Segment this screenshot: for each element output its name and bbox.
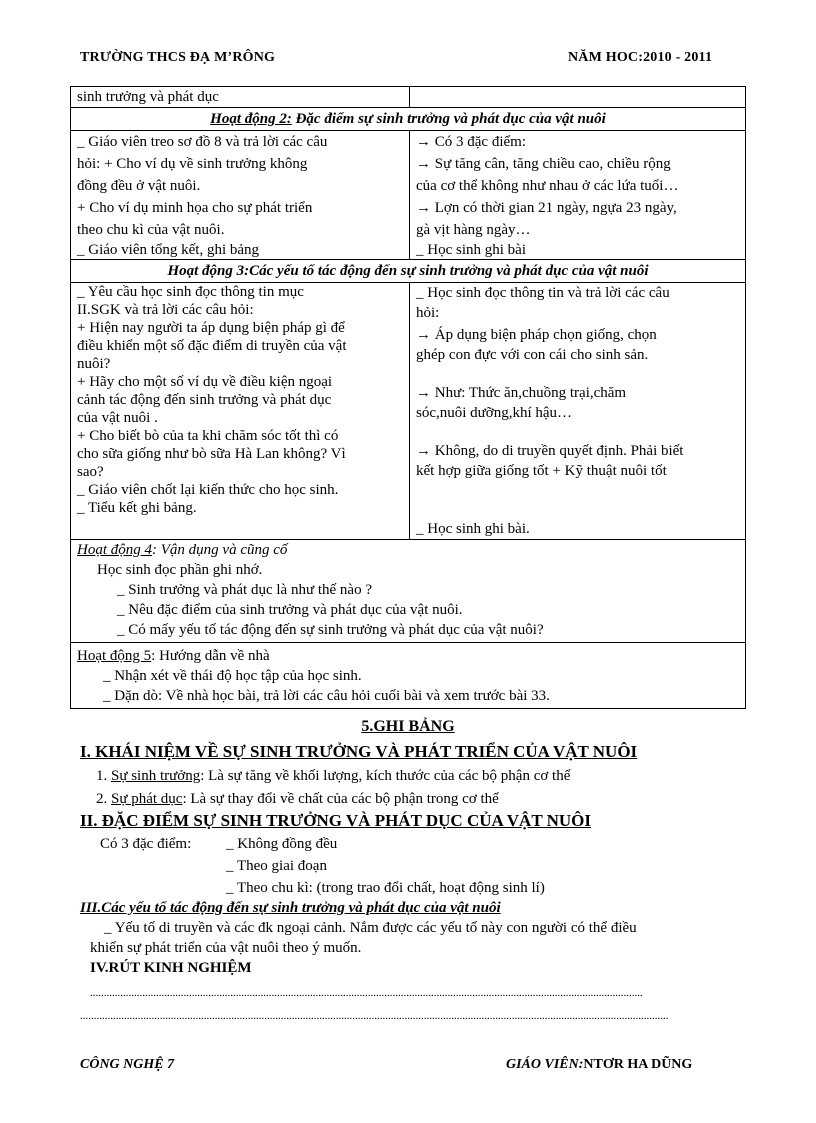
school-name: TRƯỜNG THCS ĐẠ M’RÔNG	[80, 50, 276, 65]
section-3-heading: III.Các yếu tố tác động đến sự sinh trưởng và phát dục của vật nuôi	[80, 900, 501, 916]
activity-2-row	[71, 131, 746, 260]
activity-5-cell: Hoạt động 5: Hướng dẫn về nhà _ Nhận xét về thái độ học tập của học sinh. _ Dặn dò: Về nhà học bài, trả lời các câu hỏi cuối bài và xem trước bài 33.	[71, 643, 746, 709]
activity-5-row	[71, 643, 746, 709]
teacher-activity-3: _ Yêu cầu học sinh đọc thông tin mục II.SGK và trả lời các câu hỏi: + Hiện nay người ta áp dụng biện pháp gì để điều khiển một số đặc điểm di truyền của vật nuôi? + Hãy cho một số ví dụ về điều kiện ngoại cảnh tác động đến sinh trưởng và phát dục của vật nuôi . + Cho biết bò của ta khi chăm sóc tốt thì có cho sữa giống như bò sữa Hà Lan không? Vì sao? _ Giáo viên chốt lại kiến thức cho học sinh. _ Tiểu kết ghi bảng.	[71, 283, 410, 540]
activity-4-title: Hoạt động 4: Vận dụng và cũng cố	[77, 542, 288, 558]
table-cell	[71, 87, 410, 108]
section-2-lead: Có 3 đặc điểm:	[100, 836, 192, 852]
activity-4-row	[71, 540, 746, 643]
section-2-item: _ Theo chu kì: (trong trao đổi chất, hoạt động sinh lí)	[226, 880, 545, 896]
footer-teacher: GIÁO VIÊN:NTƠR HA DŨNG	[506, 1057, 693, 1072]
activity-4-cell: Hoạt động 4: Vận dụng và cũng cố Học sinh đọc phần ghi nhớ. _ Sinh trưởng và phát dục là như thế nào ? _ Nêu đặc điểm của sinh trưởng và phát dục của vật nuôi. _ Có mấy yếu tố tác động đến sự sinh trưởng và phát dục của vật nuôi?	[71, 540, 746, 643]
activity-3-row	[71, 283, 746, 540]
section-4-heading: IV.RÚT KINH NGHIỆM	[90, 960, 252, 976]
student-activity-2: → Có 3 đặc điểm: → Sự tăng cân, tăng chiều cao, chiều rộng của cơ thể không như nhau ở các lứa tuổi… → Lợn có thời gian 21 ngày, ngựa 23 ngày, gà vịt hàng ngày… _ Học sinh ghi bài	[410, 131, 746, 260]
ghi-bang-title: 5.GHI BẢNG	[361, 718, 455, 735]
activity-3-title: Hoạt động 3:Các yếu tố tác động đến sự sinh trưởng và phát dục của vật nuôi	[71, 260, 746, 283]
section-1-heading: I. KHÁI NIỆM VỀ SỰ SINH TRƯỞNG VÀ PHÁT TRIỂN CỦA VẬT NUÔI	[80, 742, 638, 761]
school-year: NĂM HOC:2010 - 2011	[568, 50, 713, 65]
notes-dotted-line: ......................................................................................................................................................................................................................	[80, 1010, 669, 1022]
teacher-activity-2: _ Giáo viên treo sơ đồ 8 và trả lời các câu hỏi: + Cho ví dụ về sinh trưởng không đồng đều ở vật nuôi. + Cho ví dụ minh họa cho sự phát triển theo chu kì của vật nuôi. _ Giáo viên tổng kết, ghi bảng	[71, 131, 410, 260]
table-row	[71, 87, 746, 108]
section-2-item: _ Không đồng đều	[226, 836, 338, 852]
activity-3-header	[71, 260, 746, 283]
cell-text: sinh trưởng và phát dục	[77, 89, 219, 105]
section-1-item-2: 2. Sự phát dục: Là sự thay đổi về chất của các bộ phận trong cơ thể	[96, 791, 499, 807]
section-2-item: _ Theo giai đoạn	[226, 858, 327, 874]
activity-2-title: Hoạt động 2: Đặc điểm sự sinh trưởng và phát dục của vật nuôi	[71, 108, 746, 131]
section-1-item-1: 1. Sự sinh trưởng: Là sự tăng về khối lượng, kích thước của các bộ phận cơ thể	[96, 768, 571, 784]
activity-5-title: Hoạt động 5: Hướng dẫn về nhà	[77, 648, 270, 664]
lesson-table	[70, 86, 746, 709]
section-3-line-2: khiển sự phát triển của vật nuôi theo ý muốn.	[90, 940, 362, 956]
footer-subject: CÔNG NGHỆ 7	[80, 1057, 175, 1072]
table-cell	[410, 87, 746, 108]
student-activity-3: _ Học sinh đọc thông tin và trả lời các câu hỏi: → Áp dụng biện pháp chọn giống, chọn ghép con đực với con cái cho sinh sản. → Như: Thức ăn,chuồng trại,chăm sóc,nuôi dưỡng,khí hậu… → Không, do di truyền quyết định. Phải biết kết hợp giữa giống tốt + Kỹ thuật nuôi tốt _ Học sinh ghi bài.	[410, 283, 746, 540]
section-2-heading: II. ĐẶC ĐIỂM SỰ SINH TRƯỞNG VÀ PHÁT DỤC CỦA VẬT NUÔI	[80, 811, 592, 830]
activity-2-header	[71, 108, 746, 131]
notes-dotted-line: .........................................................................................................................................................................................................	[90, 987, 643, 999]
section-3-line-1: _ Yếu tố di truyền và các đk ngoại cảnh. Nắm được các yếu tố này con người có thể điều	[104, 920, 637, 936]
